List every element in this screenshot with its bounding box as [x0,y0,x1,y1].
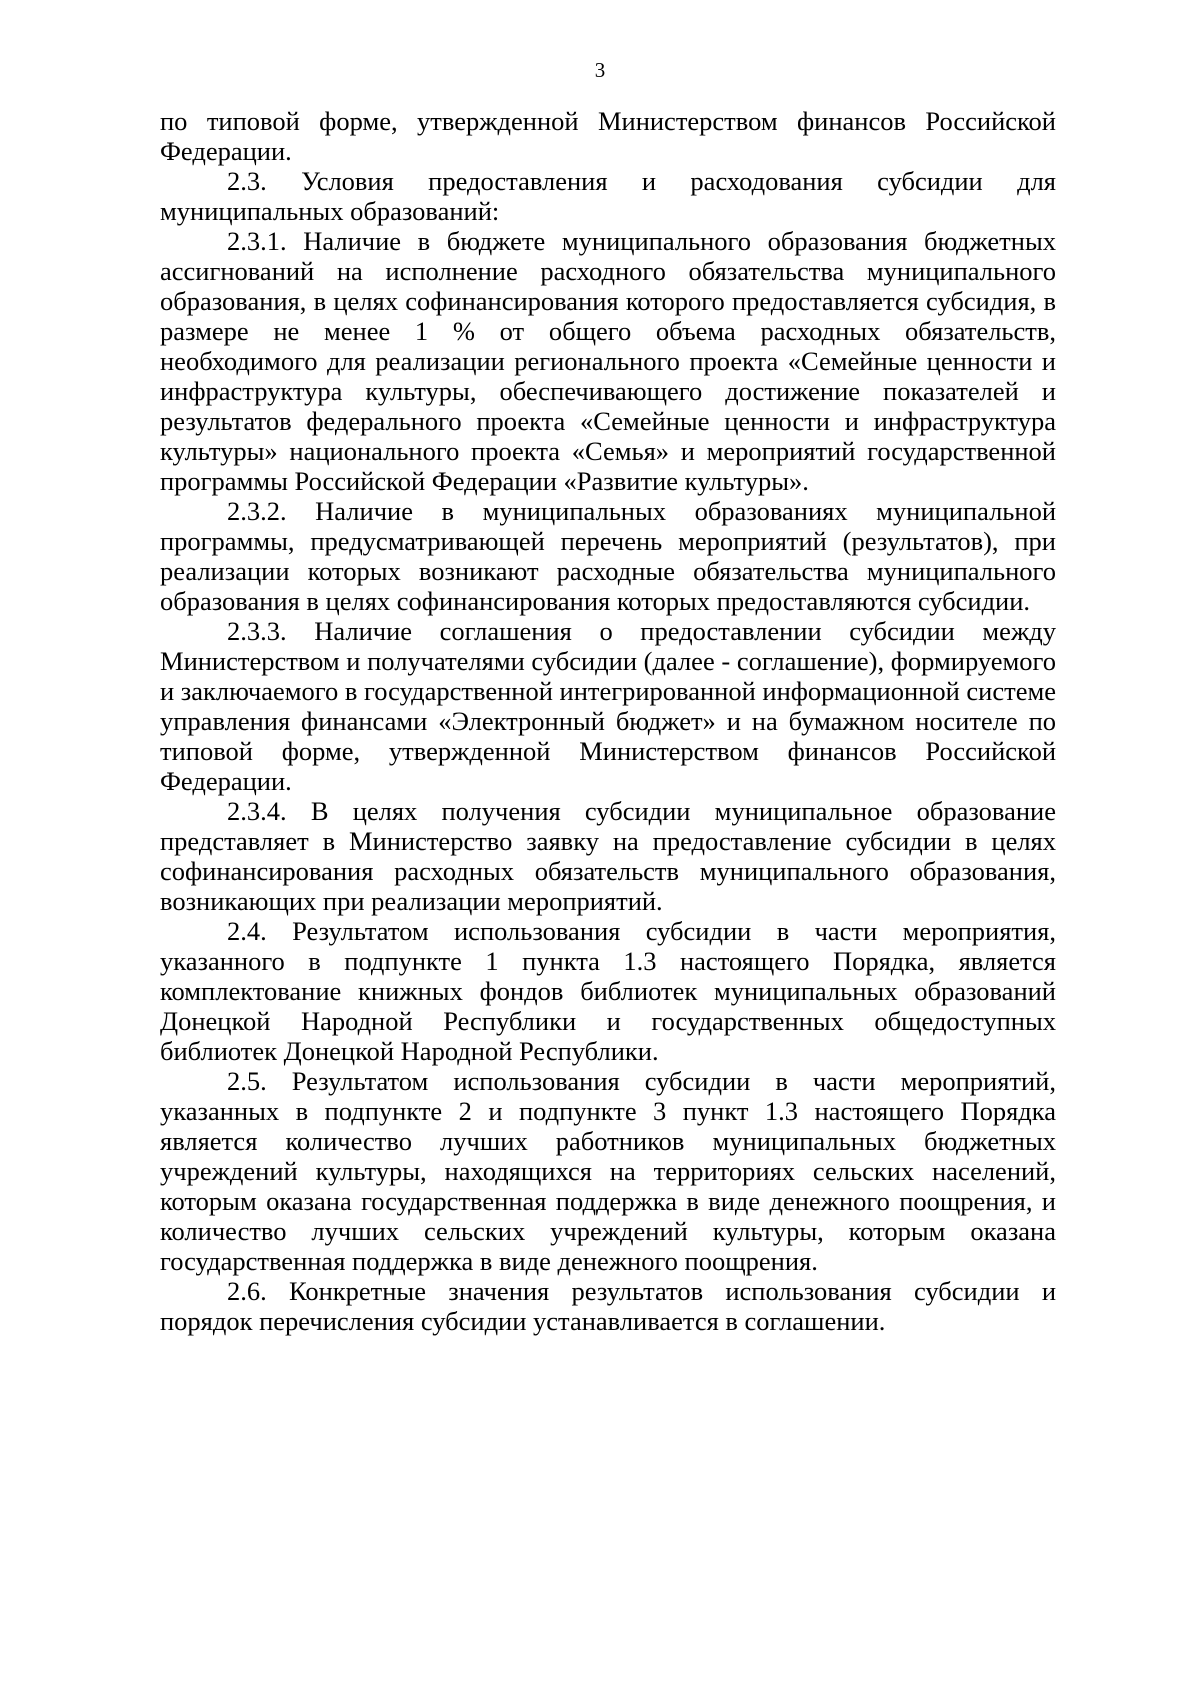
paragraph-2-3: 2.3. Условия предоставления и расходования субсидии для муниципальных образований: [160,166,1056,226]
document-body [160,106,1056,1336]
paragraph-2-5: 2.5. Результатом использования субсидии в части мероприятий, указанных в подпункте 2 и подпункте 3 пункт 1.3 настоящего Порядка является количество лучших работников муниципальных бюджетных учреждений культуры, находящихся на территориях сельских населений, которым оказана государственная поддержка в виде денежного поощрения, и количество лучших сельских учреждений культуры, которым оказана государственная поддержка в виде денежного поощрения. [160,1066,1056,1276]
paragraph-2-4: 2.4. Результатом использования субсидии в части мероприятия, указанного в подпункте 1 пункта 1.3 настоящего Порядка, является комплектование книжных фондов библиотек муниципальных образований Донецкой Народной Республики и государственных общедоступных библиотек Донецкой Народной Республики. [160,916,1056,1066]
paragraph-2-3-2: 2.3.2. Наличие в муниципальных образованиях муниципальной программы, предусматривающей перечень мероприятий (результатов), при реализации которых возникают расходные обязательства муниципального образования в целях софинансирования которых предоставляются субсидии. [160,496,1056,616]
paragraph-continuation: по типовой форме, утвержденной Министерством финансов Российской Федерации. [160,106,1056,166]
paragraph-2-3-3: 2.3.3. Наличие соглашения о предоставлении субсидии между Министерством и получателями субсидии (далее - соглашение), формируемого и заключаемого в государственной интегрированной информационной системе управления финансами «Электронный бюджет» и на бумажном носителе по типовой форме, утвержденной Министерством финансов Российской Федерации. [160,616,1056,796]
paragraph-2-3-4: 2.3.4. В целях получения субсидии муниципальное образование представляет в Министерство заявку на предоставление субсидии в целях софинансирования расходных обязательств муниципального образования, возникающих при реализации мероприятий. [160,796,1056,916]
paragraph-2-6: 2.6. Конкретные значения результатов использования субсидии и порядок перечисления субсидии устанавливается в соглашении. [160,1276,1056,1336]
paragraph-2-3-1: 2.3.1. Наличие в бюджете муниципального образования бюджетных ассигнований на исполнение расходного обязательства муниципального образования, в целях софинансирования которого предоставляется субсидия, в размере не менее 1 % от общего объема расходных обязательств, необходимого для реализации регионального проекта «Семейные ценности и инфраструктура культуры, обеспечивающего достижение показателей и результатов федерального проекта «Семейные ценности и инфраструктура культуры» национального проекта «Семья» и мероприятий государственной программы Российской Федерации «Развитие культуры». [160,226,1056,496]
page-number: 3 [594,58,606,82]
